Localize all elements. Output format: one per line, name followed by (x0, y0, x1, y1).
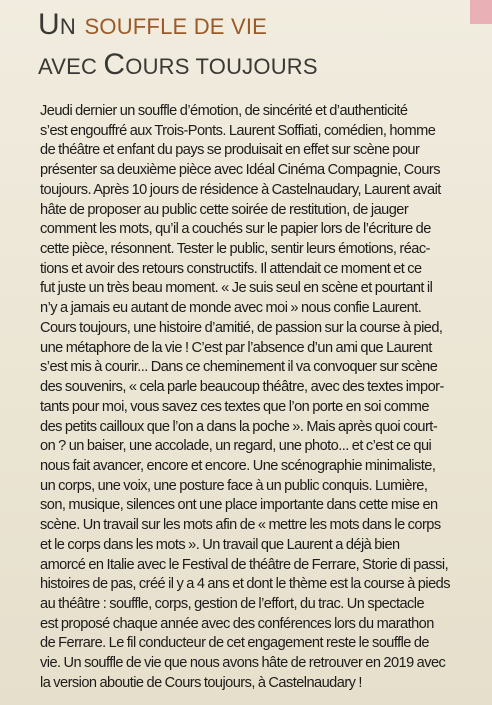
article-line: histoires de pas, créé il y a 4 ans et dont le thème est la course à pieds (40, 576, 450, 593)
article-line: toujours. Après 10 jours de résidence à Castelnaudary, Laurent avait (40, 181, 441, 198)
article-line: des petits cailloux que l’on a dans la poche ». Mais après quoi court- (40, 418, 438, 435)
title-rest: OURS TOUJOURS (125, 54, 318, 79)
title-accent: SOUFFLE DE VIE (84, 14, 268, 39)
article-line: au théâtre : souffle, corps, gestion de l’effort, du trac. Un spectacle (40, 595, 425, 612)
article-line: s’est engouffré aux Trois-Ponts. Laurent Soffiati, comédien, homme (40, 122, 436, 139)
article-line: de Ferrare. Le fil conducteur de cet engagement reste le souffle de (40, 635, 429, 652)
article-line: la version aboutie de Cours toujours, à Castelnaudary ! (40, 674, 362, 691)
title-space (76, 8, 85, 41)
article-line: scène. Un travail sur les mots afin de « mettre les mots dans le corps (40, 517, 441, 534)
article-line: présenter sa deuxième pièce avec Idéal Cinéma Compagnie, Cours (40, 162, 440, 179)
article-line: Cours toujours, une histoire d’amitié, de passion sur la course à pied, (40, 319, 443, 336)
article-line: des souvenirs, « cela parle beaucoup théâtre, avec des textes impor- (40, 379, 444, 396)
article-line: tions et avoir des retours constructifs. Il attendait ce moment et ce (40, 260, 422, 277)
article-line: nous fait avancer, encore et encore. Une scénographie minimaliste, (40, 457, 436, 474)
article-line: et le corps dans les mots ». Un travail que Laurent a déjà bien (40, 536, 400, 553)
title-n: N (59, 14, 76, 39)
article-line: on ? un baiser, une accolade, un regard, une photo... et c’est ce qui (40, 438, 432, 455)
article-line: amorcé en Italie avec le Festival de théâtre de Ferrare, Storie di passi, (40, 556, 449, 573)
article-line: son, musique, silences ont une place importante dans cette mise en (40, 497, 438, 514)
article-line: vie. Un souffle de vie que nous avons hâte de retrouver en 2019 avec (40, 655, 446, 672)
article-line: n’y a jamais eu autant de monde avec moi » nous confie Laurent. (40, 300, 422, 317)
article-line: fut juste un très beau moment. « Je suis seul en scène et pourtant il (40, 280, 433, 297)
article-line: Jeudi dernier un souffle d’émotion, de sincérité et d’authenticité (40, 103, 408, 119)
article-line: cette pièce, résonnent. Tester le public, sentir leurs émotions, réac- (40, 241, 430, 258)
title-initial-u: U (38, 8, 60, 41)
article-line: une métaphore de la vie ! C’est par l’absence d’un ami que Laurent (40, 339, 432, 356)
article-line: est proposé chaque année avec des conférences lors du marathon (40, 615, 434, 632)
title-initial-c: C (103, 48, 126, 81)
article-line: un corps, une voix, une posture face à un public conquis. Lumière, (40, 477, 428, 494)
article-line: tants pour moi, vous savez ces textes que l’on porte en soi comme (40, 398, 429, 415)
title-line-1 (38, 6, 478, 46)
article-body (40, 102, 482, 694)
article-line: hâte de proposer au public cette soirée de restitution, de jauger (40, 201, 409, 218)
article-line: de théâtre et enfant du pays se produisait en effet sur scène pour (40, 142, 420, 159)
article-title (38, 6, 478, 86)
article-line: comment les mots, qu’il a couchés sur le papier lors de l’écriture de (40, 221, 431, 238)
article-line: s’est mis à courir... Dans ce cheminement il va convoquer sur scène (40, 359, 438, 376)
title-line-2 (38, 46, 478, 86)
title-avec: AVEC (38, 54, 104, 79)
